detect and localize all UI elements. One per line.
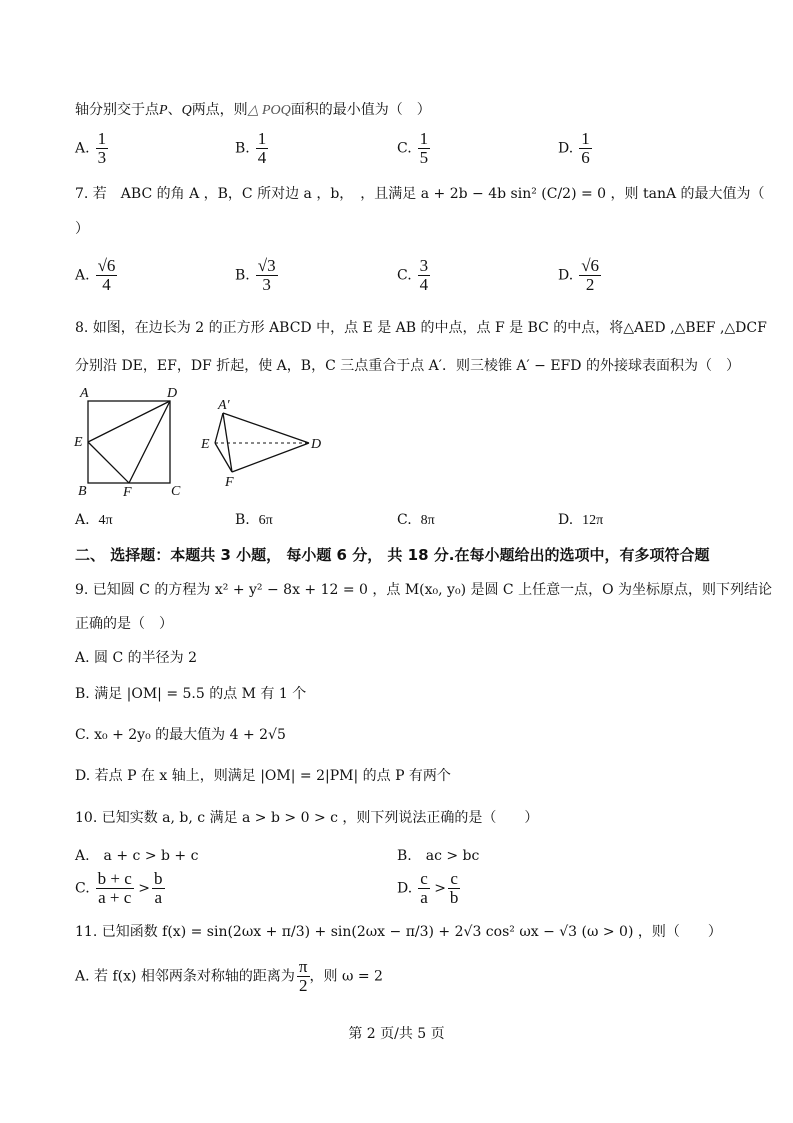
option-value: 12π xyxy=(582,513,604,528)
option-letter: C. xyxy=(397,140,412,157)
numerator: 1 xyxy=(419,129,429,148)
q6-text-a: 轴分别交于点 xyxy=(75,102,159,118)
q11-opt-a-tail: ，则 ω = 2 xyxy=(309,968,383,985)
q8-option-b xyxy=(235,512,273,529)
fraction xyxy=(579,130,592,167)
q8-option-d xyxy=(558,512,603,529)
q6-point-p: P xyxy=(159,103,168,118)
q6-text-c: 面积的最小值为（ ） xyxy=(290,102,431,118)
q7-option-c xyxy=(397,257,430,294)
q7-line1: 7. 若 ABC 的角 A ，B，C 所对边 a ，b， ，且满足 a + 2b − 4b sin² (C/2) = 0 ，则 tanA 的最大值为（ xyxy=(75,186,765,202)
q6-option-b xyxy=(235,130,268,167)
option-letter: D. xyxy=(397,880,413,897)
denominator: 2 xyxy=(298,976,308,995)
denominator: 2 xyxy=(585,275,595,294)
option-letter: A. xyxy=(75,267,90,284)
option-letter: B. xyxy=(235,140,250,157)
segment-fd xyxy=(129,401,170,483)
q8-option-c xyxy=(397,512,435,529)
numerator: c xyxy=(420,869,428,888)
option-letter: D. xyxy=(558,512,574,528)
numerator: b + c xyxy=(97,869,132,888)
q9-option-d: D. 若点 P 在 x 轴上，则满足 |OM| = 2|PM| 的点 P 有两个 xyxy=(75,768,451,784)
q8-line2: 分别沿 DE，EF，DF 折起，使 A，B，C 三点重合于点 A′．则三棱锥 A′ − EFD 的外接球表面积为（ ） xyxy=(75,358,740,374)
fraction xyxy=(448,870,461,907)
q11-line1: 11. 已知函数 f(x) = sin(2ωx + π/3) + sin(2ωx − π/3) + 2√3 cos² ωx − √3 (ω > 0) ，则（ ） xyxy=(75,924,722,940)
relation: > xyxy=(434,880,446,897)
q6-option-a xyxy=(75,130,108,167)
label-a: A xyxy=(80,386,89,401)
fraction xyxy=(418,257,431,294)
option-letter: D. xyxy=(558,267,574,284)
q7-line2: ） xyxy=(75,221,89,237)
section2-heading: 二、 选择题：本题共 3 小题， 每小题 6 分， 共 18 分.在每小题给出的选项中，有多项符合题 xyxy=(75,546,710,564)
q10-option-b: B. ac > bc xyxy=(397,848,480,864)
denominator: 3 xyxy=(262,275,271,294)
option-letter: B. xyxy=(235,267,250,284)
q6-triangle: △ POQ xyxy=(247,103,291,118)
label-a-prime: A′ xyxy=(218,398,230,413)
option-letter: C. xyxy=(397,512,412,528)
q9-line2: 正确的是（ ） xyxy=(75,616,173,632)
q10-option-c xyxy=(75,870,165,907)
q6-text-b: 两点，则 xyxy=(191,102,248,118)
q10-line1: 10. 已知实数 a, b, c 满足 a > b > 0 > c ，则下列说法正确的是（ ） xyxy=(75,810,539,826)
q6-point-q: Q xyxy=(181,103,192,118)
q11-option-a xyxy=(75,958,383,995)
denominator: 4 xyxy=(257,148,267,167)
fraction xyxy=(418,130,431,167)
q8-line1: 8. 如图，在边长为 2 的正方形 ABCD 中，点 E 是 AB 的中点，点 F 是 BC 的中点，将△AED ,△BEF ,△DCF xyxy=(75,320,767,336)
numerator: √3 xyxy=(257,256,276,275)
fraction xyxy=(418,870,430,907)
numerator: π xyxy=(298,957,308,976)
fraction xyxy=(256,257,278,294)
q10-option-d xyxy=(397,870,460,907)
label-e: E xyxy=(74,435,83,450)
q6-sep: 、 xyxy=(167,102,182,118)
q6-option-c xyxy=(397,130,430,167)
option-value: 8π xyxy=(420,513,435,528)
denominator: b xyxy=(449,888,459,907)
denominator: 3 xyxy=(97,148,107,167)
option-letter: C. xyxy=(75,880,90,897)
q9-option-b: B. 满足 |OM| = 5.5 的点 M 有 1 个 xyxy=(75,686,307,702)
fraction xyxy=(579,257,601,294)
numerator: 1 xyxy=(257,129,267,148)
label-f: F xyxy=(123,485,132,500)
q7-option-b xyxy=(235,257,278,294)
numerator: √6 xyxy=(97,256,116,275)
fraction xyxy=(96,130,109,167)
relation: > xyxy=(138,880,150,897)
option-letter: A. xyxy=(75,512,90,528)
fraction xyxy=(297,958,310,995)
fraction xyxy=(96,870,134,907)
q9-option-a: A. 圆 C 的半径为 2 xyxy=(75,650,197,666)
option-letter: A. xyxy=(75,140,90,157)
label-c: C xyxy=(171,484,181,499)
q8-tetrahedron-figure xyxy=(196,396,332,492)
label-f: F xyxy=(225,475,234,490)
segment-ef xyxy=(88,442,129,483)
edge-f-d xyxy=(232,443,309,472)
edge-a-d xyxy=(223,413,309,443)
option-letter: B. xyxy=(235,512,250,528)
page-footer: 第 2 页/共 5 页 xyxy=(348,1026,445,1042)
q9-option-c: C. x₀ + 2y₀ 的最大值为 4 + 2√5 xyxy=(75,727,286,743)
fraction xyxy=(152,870,165,907)
denominator: 6 xyxy=(581,148,590,167)
denominator: 4 xyxy=(102,275,111,294)
q8-option-a xyxy=(75,512,113,529)
fraction xyxy=(96,257,118,294)
numerator: c xyxy=(450,869,458,888)
option-value: 4π xyxy=(98,513,113,528)
q8-square-figure xyxy=(70,384,190,500)
fraction xyxy=(256,130,269,167)
q10-option-a: A. a + c > b + c xyxy=(75,848,199,864)
numerator: √6 xyxy=(581,256,600,275)
label-d: D xyxy=(167,386,178,401)
denominator: a + c xyxy=(98,888,132,907)
q6-option-d xyxy=(558,130,592,167)
square-outline xyxy=(88,401,170,483)
denominator: a xyxy=(420,888,428,907)
numerator: 1 xyxy=(581,129,590,148)
numerator: 1 xyxy=(97,129,107,148)
label-b: B xyxy=(78,484,87,499)
option-letter: C. xyxy=(397,267,412,284)
q9-line1: 9. 已知圆 C 的方程为 x² + y² − 8x + 12 = 0 ，点 M(x₀, y₀) 是圆 C 上任意一点，O 为坐标原点，则下列结论 xyxy=(75,582,773,598)
edge-a-e xyxy=(215,413,223,443)
denominator: a xyxy=(154,888,163,907)
q7-option-d xyxy=(558,257,601,294)
denominator: 4 xyxy=(419,275,429,294)
segment-ed xyxy=(88,401,170,442)
label-d: D xyxy=(311,437,322,452)
numerator: 3 xyxy=(419,256,429,275)
q6-tail-line xyxy=(75,100,431,121)
option-value: 6π xyxy=(258,513,273,528)
label-e: E xyxy=(201,437,210,452)
q11-opt-a-text: A. 若 f(x) 相邻两条对称轴的距离为 xyxy=(75,968,295,985)
numerator: b xyxy=(154,869,163,888)
q7-option-a xyxy=(75,257,117,294)
denominator: 5 xyxy=(419,148,429,167)
option-letter: D. xyxy=(558,140,574,157)
